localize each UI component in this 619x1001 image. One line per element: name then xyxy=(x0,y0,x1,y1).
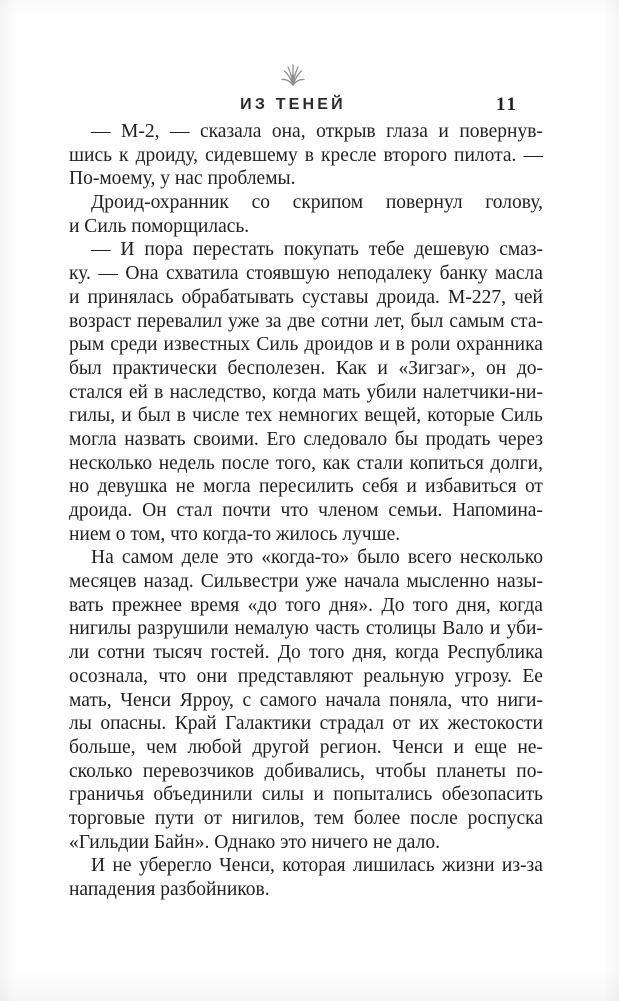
text-line: нием о том, что когда-то жилось лучше. xyxy=(69,523,401,545)
text-line: ку. — Она схватила стоявшую неподалеку банку масла xyxy=(69,263,543,285)
text-line: мать, Ченси Ярроу, с самого начала поняла, что ниги- xyxy=(69,689,543,711)
text-line: стался ей в наследство, когда мать убили налетчики-ни- xyxy=(69,381,543,403)
text-line: торговые пути от нигилов, тем более после роспуска xyxy=(69,807,543,829)
text-line: граничья объединили силы и попытались обезопасить xyxy=(69,784,543,806)
text-line: — И пора перестать покупать тебе дешевую смаз- xyxy=(91,239,543,261)
text-line: и принялась обрабатывать суставы дроида. М-227, чей xyxy=(69,286,543,308)
text-line: нападения разбойников. xyxy=(69,879,270,900)
page-number: 11 xyxy=(496,94,518,115)
text-line: И не уберегло Ченси, которая лишилась жизни из-за xyxy=(91,855,543,877)
text-line: дроида. Он стал почти что членом семьи. Напомина- xyxy=(69,500,543,521)
text-line: нигилы разрушили немалую часть столицы Вало и уби- xyxy=(69,618,543,640)
text-line: могла назвать своими. Его следовало бы продать через xyxy=(69,428,543,450)
text-line: ли сотни тысяч гостей. До того дня, когда Республика xyxy=(69,642,543,664)
leaf-tuft-ornament xyxy=(280,61,306,87)
text-line: По-моему, у нас проблемы. xyxy=(69,168,296,190)
text-line: шись к дроиду, сидевшему в кресле второго пилота. — xyxy=(69,144,543,166)
text-line: больше, чем любой другой регион. Ченси и еще не- xyxy=(69,736,543,758)
text-line: месяцев назад. Сильвестри уже начала мысленно назы- xyxy=(69,571,543,593)
text-line: На самом деле это «когда-то» было всего несколько xyxy=(91,547,543,569)
running-head-title: ИЗ ТЕНЕЙ xyxy=(240,96,346,113)
text-line: но девушка не могла пересилить себя и избавиться от xyxy=(69,476,543,498)
text-line: — М-2, — сказала она, открыв глаза и повернув- xyxy=(91,121,543,142)
text-line: гилы, и был в числе тех немногих вещей, которые Силь xyxy=(69,405,543,427)
text-line: был практически бесполезен. Как и «Зигзаг», он до- xyxy=(69,357,543,379)
text-line: возраст перевалил уже за две сотни лет, был самым ста- xyxy=(69,310,543,332)
text-line: «Гильдии Байн». Однако это ничего не дало. xyxy=(69,831,440,853)
body-text xyxy=(69,120,543,902)
text-line: вать прежнее время «до того дня». До того дня, когда xyxy=(69,594,543,616)
text-line: несколько недель после того, как стали копиться долги, xyxy=(69,452,543,474)
text-line: сколько перевозчиков добивались, чтобы планеты по- xyxy=(69,760,543,782)
text-line: осознала, что они представляют реальную угрозу. Ее xyxy=(69,665,543,687)
text-line: и Силь поморщилась. xyxy=(69,215,250,237)
text-line: Дроид-охранник со скрипом повернул голову, xyxy=(91,192,543,214)
text-line: лы опасны. Край Галактики страдал от их жестокости xyxy=(69,713,543,735)
text-line: рым среди известных Силь дроидов и в роли охранника xyxy=(69,334,543,356)
